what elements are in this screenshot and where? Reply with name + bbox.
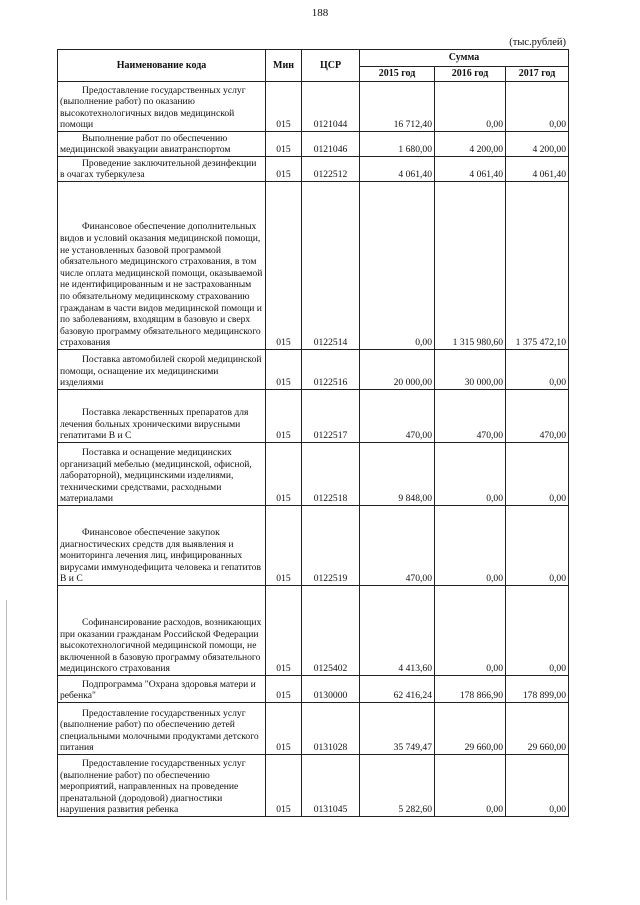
budget-table <box>57 49 569 817</box>
row-2017: 1 375 472,10 <box>506 182 569 350</box>
row-csr: 0122517 <box>302 390 360 443</box>
row-2017: 0,00 <box>506 82 569 132</box>
row-2016: 0,00 <box>435 755 506 817</box>
row-2015: 20 000,00 <box>360 350 435 390</box>
row-2015: 4 061,40 <box>360 157 435 182</box>
row-2015: 5 282,60 <box>360 755 435 817</box>
row-csr: 0121046 <box>302 132 360 157</box>
header-name: Наименование кода <box>58 50 266 82</box>
row-2016: 4 061,40 <box>435 157 506 182</box>
row-min: 015 <box>266 703 302 755</box>
row-2016: 470,00 <box>435 390 506 443</box>
table-row <box>58 755 569 817</box>
row-2017: 4 061,40 <box>506 157 569 182</box>
table-row <box>58 676 569 703</box>
row-csr: 0121044 <box>302 82 360 132</box>
row-min: 015 <box>266 157 302 182</box>
row-2015: 35 749,47 <box>360 703 435 755</box>
header-sum: Сумма <box>360 50 569 67</box>
row-2015: 1 680,00 <box>360 132 435 157</box>
row-2015: 16 712,40 <box>360 82 435 132</box>
row-2016: 0,00 <box>435 443 506 506</box>
row-2016: 0,00 <box>435 506 506 586</box>
table-row <box>58 132 569 157</box>
table-row <box>58 586 569 676</box>
header-min: Мин <box>266 50 302 82</box>
row-csr: 0122512 <box>302 157 360 182</box>
row-2016: 29 660,00 <box>435 703 506 755</box>
row-csr: 0122518 <box>302 443 360 506</box>
scan-edge-mark <box>6 600 7 900</box>
table-row <box>58 703 569 755</box>
row-2017: 0,00 <box>506 586 569 676</box>
row-min: 015 <box>266 390 302 443</box>
row-csr: 0122516 <box>302 350 360 390</box>
units-label: (тыс.рублей) <box>509 37 566 48</box>
row-csr: 0131045 <box>302 755 360 817</box>
row-2015: 470,00 <box>360 390 435 443</box>
row-name: Выполнение работ по обеспечению медицинской эвакуации авиатранспортом <box>60 132 231 156</box>
table-row <box>58 350 569 390</box>
row-name: Финансовое обеспечение закупок диагностических средств для выявления и мониторинга лечения лиц, инфицированных вирусами иммунодефицита человека и гепатитов В и С <box>60 527 261 585</box>
row-2015: 470,00 <box>360 506 435 586</box>
row-2017: 470,00 <box>506 390 569 443</box>
row-min: 015 <box>266 350 302 390</box>
row-min: 015 <box>266 676 302 703</box>
row-min: 015 <box>266 506 302 586</box>
row-2016: 30 000,00 <box>435 350 506 390</box>
row-min: 015 <box>266 132 302 157</box>
row-2016: 0,00 <box>435 586 506 676</box>
page-number: 188 <box>311 7 329 19</box>
header-csr: ЦСР <box>302 50 360 82</box>
row-2016: 178 866,90 <box>435 676 506 703</box>
row-name: Предоставление государственных услуг (выполнение работ) по оказанию высокотехнологичных видов медицинской помощи <box>60 84 246 131</box>
row-2017: 0,00 <box>506 506 569 586</box>
row-name: Поставка лекарственных препаратов для лечения больных хроническими вирусными гепатитами В и С <box>60 407 249 442</box>
table-row <box>58 506 569 586</box>
table-row <box>58 82 569 132</box>
row-2017: 0,00 <box>506 443 569 506</box>
row-csr: 0130000 <box>302 676 360 703</box>
row-csr: 0122519 <box>302 506 360 586</box>
row-2016: 4 200,00 <box>435 132 506 157</box>
row-2017: 29 660,00 <box>506 703 569 755</box>
table-row <box>58 390 569 443</box>
header-2015: 2015 год <box>360 67 435 82</box>
row-2017: 4 200,00 <box>506 132 569 157</box>
table-row <box>58 182 569 350</box>
row-name: Поставка автомобилей скорой медицинской помощи, оснащение их медицинскими изделиями <box>60 354 262 389</box>
row-name: Предоставление государственных услуг (выполнение работ) по обеспечению детей специальными молочными продуктами детского питания <box>60 707 259 754</box>
row-2015: 0,00 <box>360 182 435 350</box>
row-min: 015 <box>266 586 302 676</box>
table-row <box>58 443 569 506</box>
row-2016: 0,00 <box>435 82 506 132</box>
row-2017: 178 899,00 <box>506 676 569 703</box>
row-name: Подпрограмма "Охрана здоровья матери и ребенка" <box>60 678 256 702</box>
header-2017: 2017 год <box>506 67 569 82</box>
row-2015: 4 413,60 <box>360 586 435 676</box>
row-min: 015 <box>266 443 302 506</box>
row-csr: 0131028 <box>302 703 360 755</box>
row-name: Поставка и оснащение медицинских организаций мебелью (медицинской, офисной, лабораторной), медицинскими изделиями, техническими средствами, расходными материалами <box>60 447 252 505</box>
row-name: Проведение заключительной дезинфекции в очагах туберкулеза <box>60 157 257 181</box>
table-row <box>58 157 569 182</box>
row-name: Финансовое обеспечение дополнительных видов и условий оказания медицинской помощи, не установленных базовой программой обязательного медицинского страхования, в том числе оплата медицинской помощи, оказываемой не идентифицированным и не застрахованным по обязательному медицинскому страхованию гражданам в части видов медицинской помощи и по заболеваниям, входящим в базовую и сверх базовую программу обязательного медицинского страхования <box>60 221 263 349</box>
row-name: Софинансирование расходов, возникающих при оказании гражданам Российской Федерации высокотехнологичной медицинской помощи, не включенной в базовую программу обязательного медицинского страхования <box>60 617 262 675</box>
row-2016: 1 315 980,60 <box>435 182 506 350</box>
row-2017: 0,00 <box>506 350 569 390</box>
row-2015: 9 848,00 <box>360 443 435 506</box>
row-2017: 0,00 <box>506 755 569 817</box>
row-min: 015 <box>266 82 302 132</box>
row-csr: 0125402 <box>302 586 360 676</box>
row-min: 015 <box>266 182 302 350</box>
row-2015: 62 416,24 <box>360 676 435 703</box>
row-min: 015 <box>266 755 302 817</box>
row-csr: 0122514 <box>302 182 360 350</box>
header-2016: 2016 год <box>435 67 506 82</box>
row-name: Предоставление государственных услуг (выполнение работ) по обеспечению мероприятий, направленных на проведение пренатальной (дородовой) диагностики нарушения развития ребенка <box>60 758 246 816</box>
